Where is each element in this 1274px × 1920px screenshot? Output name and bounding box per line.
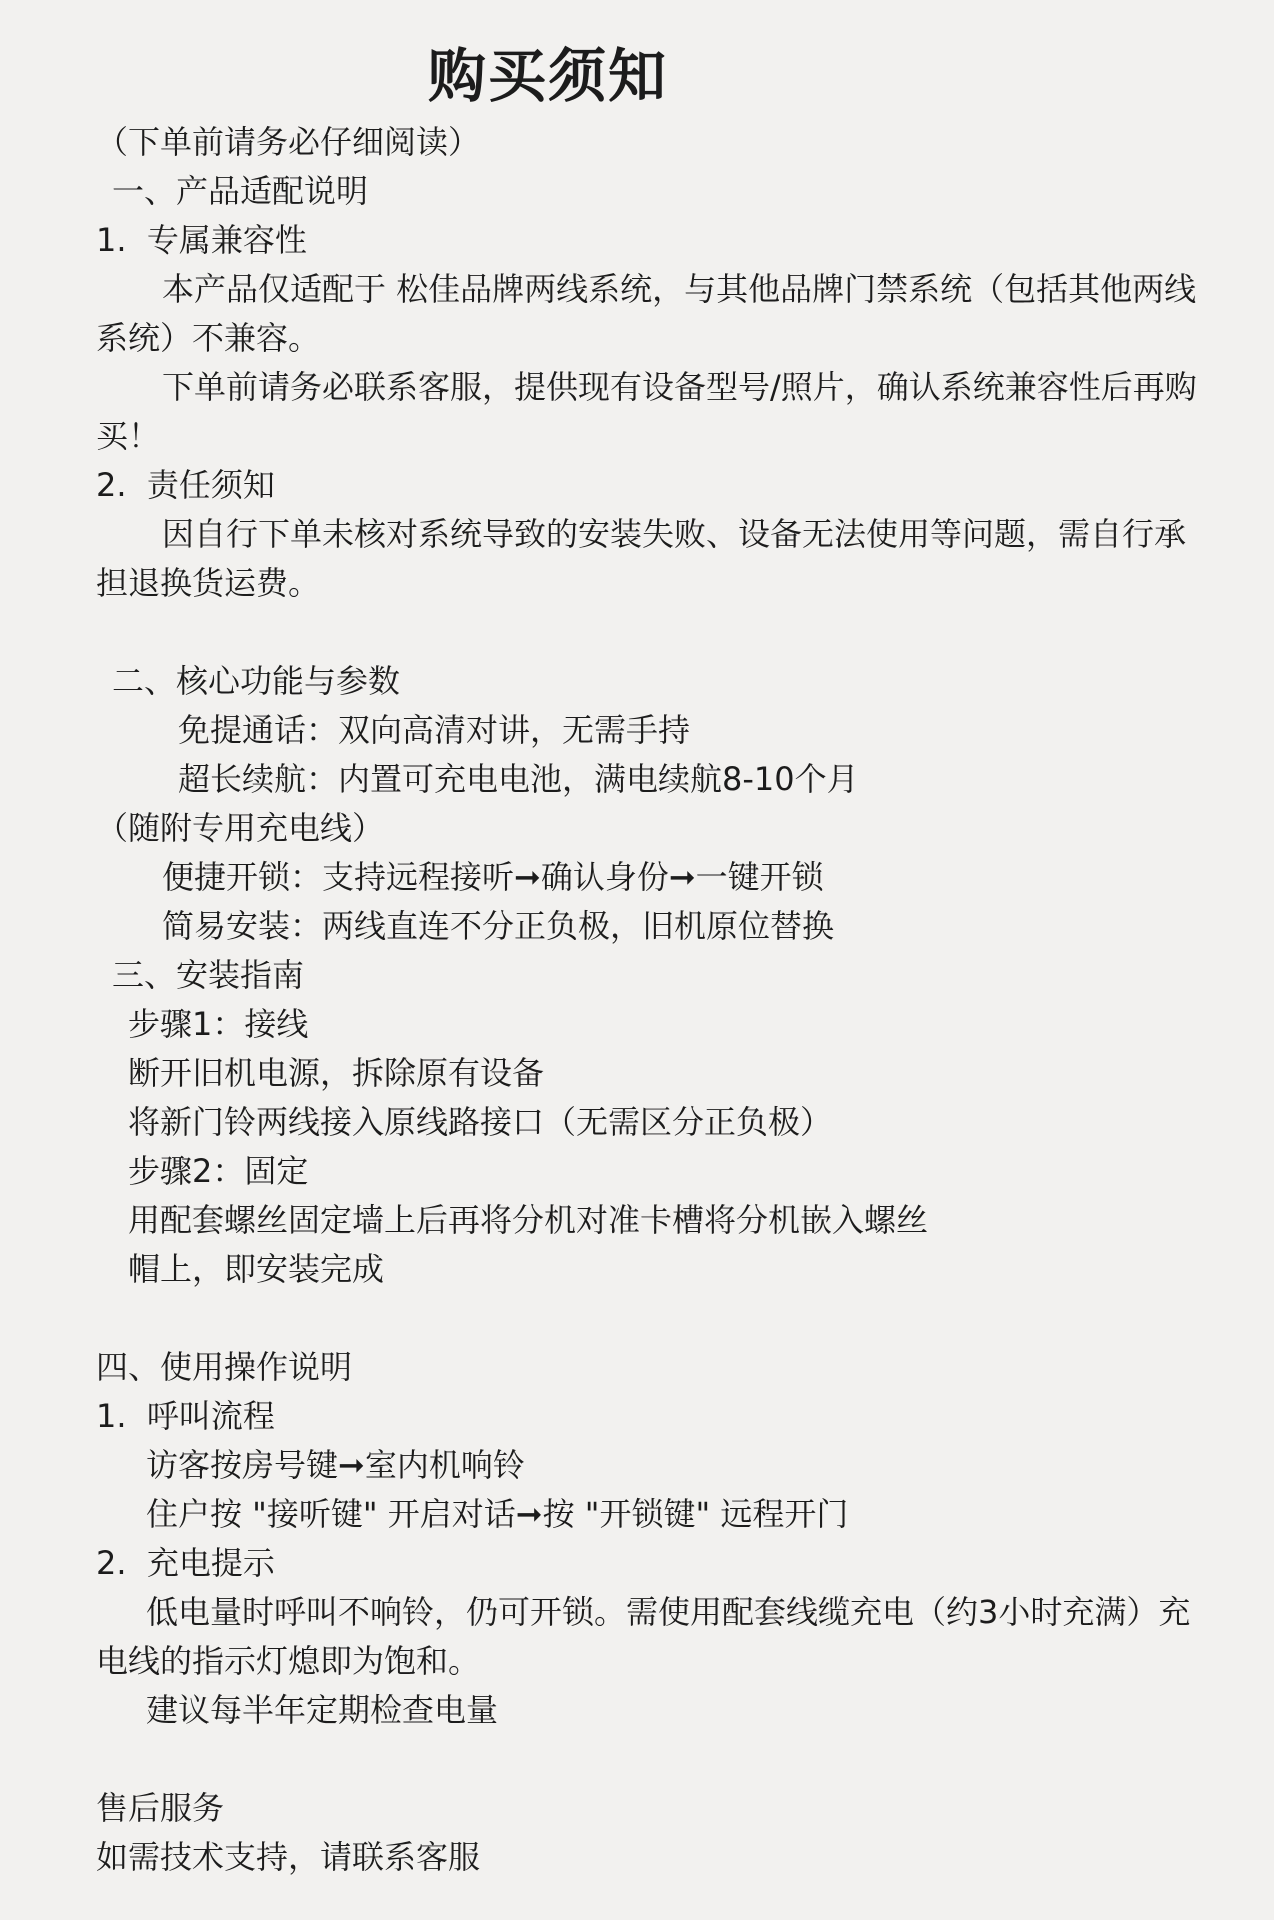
paragraph-line: 系统）不兼容。 [96, 319, 321, 357]
reading-note: （下单前请务必仔细阅读） [96, 123, 481, 161]
paragraph-line: 下单前请务必联系客服，提供现有设备型号/照片，确认系统兼容性后再购 [162, 368, 1197, 406]
install-step: 步骤2：固定 [128, 1152, 309, 1190]
spacer [96, 1294, 1236, 1343]
section-heading-compatibility: 一、产品适配说明 [112, 172, 369, 210]
feature-line: 简易安装：两线直连不分正负极，旧机原位替换 [162, 907, 835, 945]
after-sales-line: 如需技术支持，请联系客服 [96, 1838, 481, 1876]
spacer [96, 608, 1236, 657]
section-heading-features: 二、核心功能与参数 [112, 662, 401, 700]
feature-line: 便捷开锁：支持远程接听➞确认身份➞一键开锁 [162, 858, 824, 896]
paragraph-line: 本产品仅适配于 松佳品牌两线系统，与其他品牌门禁系统（包括其他两线 [162, 270, 1197, 308]
feature-line: 免提通话：双向高清对讲，无需手持 [178, 711, 691, 749]
item-heading-charging: 2. 充电提示 [96, 1544, 275, 1582]
paragraph-line: 因自行下单未核对系统导致的安装失败、设备无法使用等问题，需自行承 [162, 515, 1187, 553]
paragraph-line: 买！ [96, 417, 161, 455]
install-step: 步骤1：接线 [128, 1005, 309, 1043]
feature-line: 超长续航：内置可充电电池，满电续航8-10个月 [178, 760, 859, 798]
usage-line: 住户按 "接听键" 开启对话➞按 "开锁键" 远程开门 [146, 1495, 849, 1533]
notice-body [96, 118, 1236, 1882]
item-heading-call-flow: 1. 呼叫流程 [96, 1397, 275, 1435]
section-heading-after-sales: 售后服务 [96, 1789, 225, 1827]
usage-line: 建议每半年定期检查电量 [146, 1691, 499, 1729]
feature-line: （随附专用充电线） [96, 809, 385, 847]
section-heading-usage: 四、使用操作说明 [96, 1348, 353, 1386]
usage-line: 电线的指示灯熄即为饱和。 [96, 1642, 481, 1680]
install-step: 断开旧机电源，拆除原有设备 [128, 1054, 545, 1092]
usage-line: 访客按房号键➞室内机响铃 [146, 1446, 525, 1484]
install-step: 将新门铃两线接入原线路接口（无需区分正负极） [128, 1103, 833, 1141]
spacer [96, 1735, 1236, 1784]
section-heading-install: 三、安装指南 [112, 956, 305, 994]
page-title: 购买须知 [427, 42, 668, 110]
install-step: 用配套螺丝固定墙上后再将分机对准卡槽将分机嵌入螺丝 [128, 1201, 929, 1239]
usage-line: 低电量时呼叫不响铃，仍可开锁。需使用配套线缆充电（约3小时充满）充 [146, 1593, 1191, 1631]
paragraph-line: 担退换货运费。 [96, 564, 321, 602]
item-heading-exclusive-compat: 1. 专属兼容性 [96, 221, 307, 259]
install-step: 帽上，即安装完成 [128, 1250, 385, 1288]
item-heading-responsibility: 2. 责任须知 [96, 466, 275, 504]
